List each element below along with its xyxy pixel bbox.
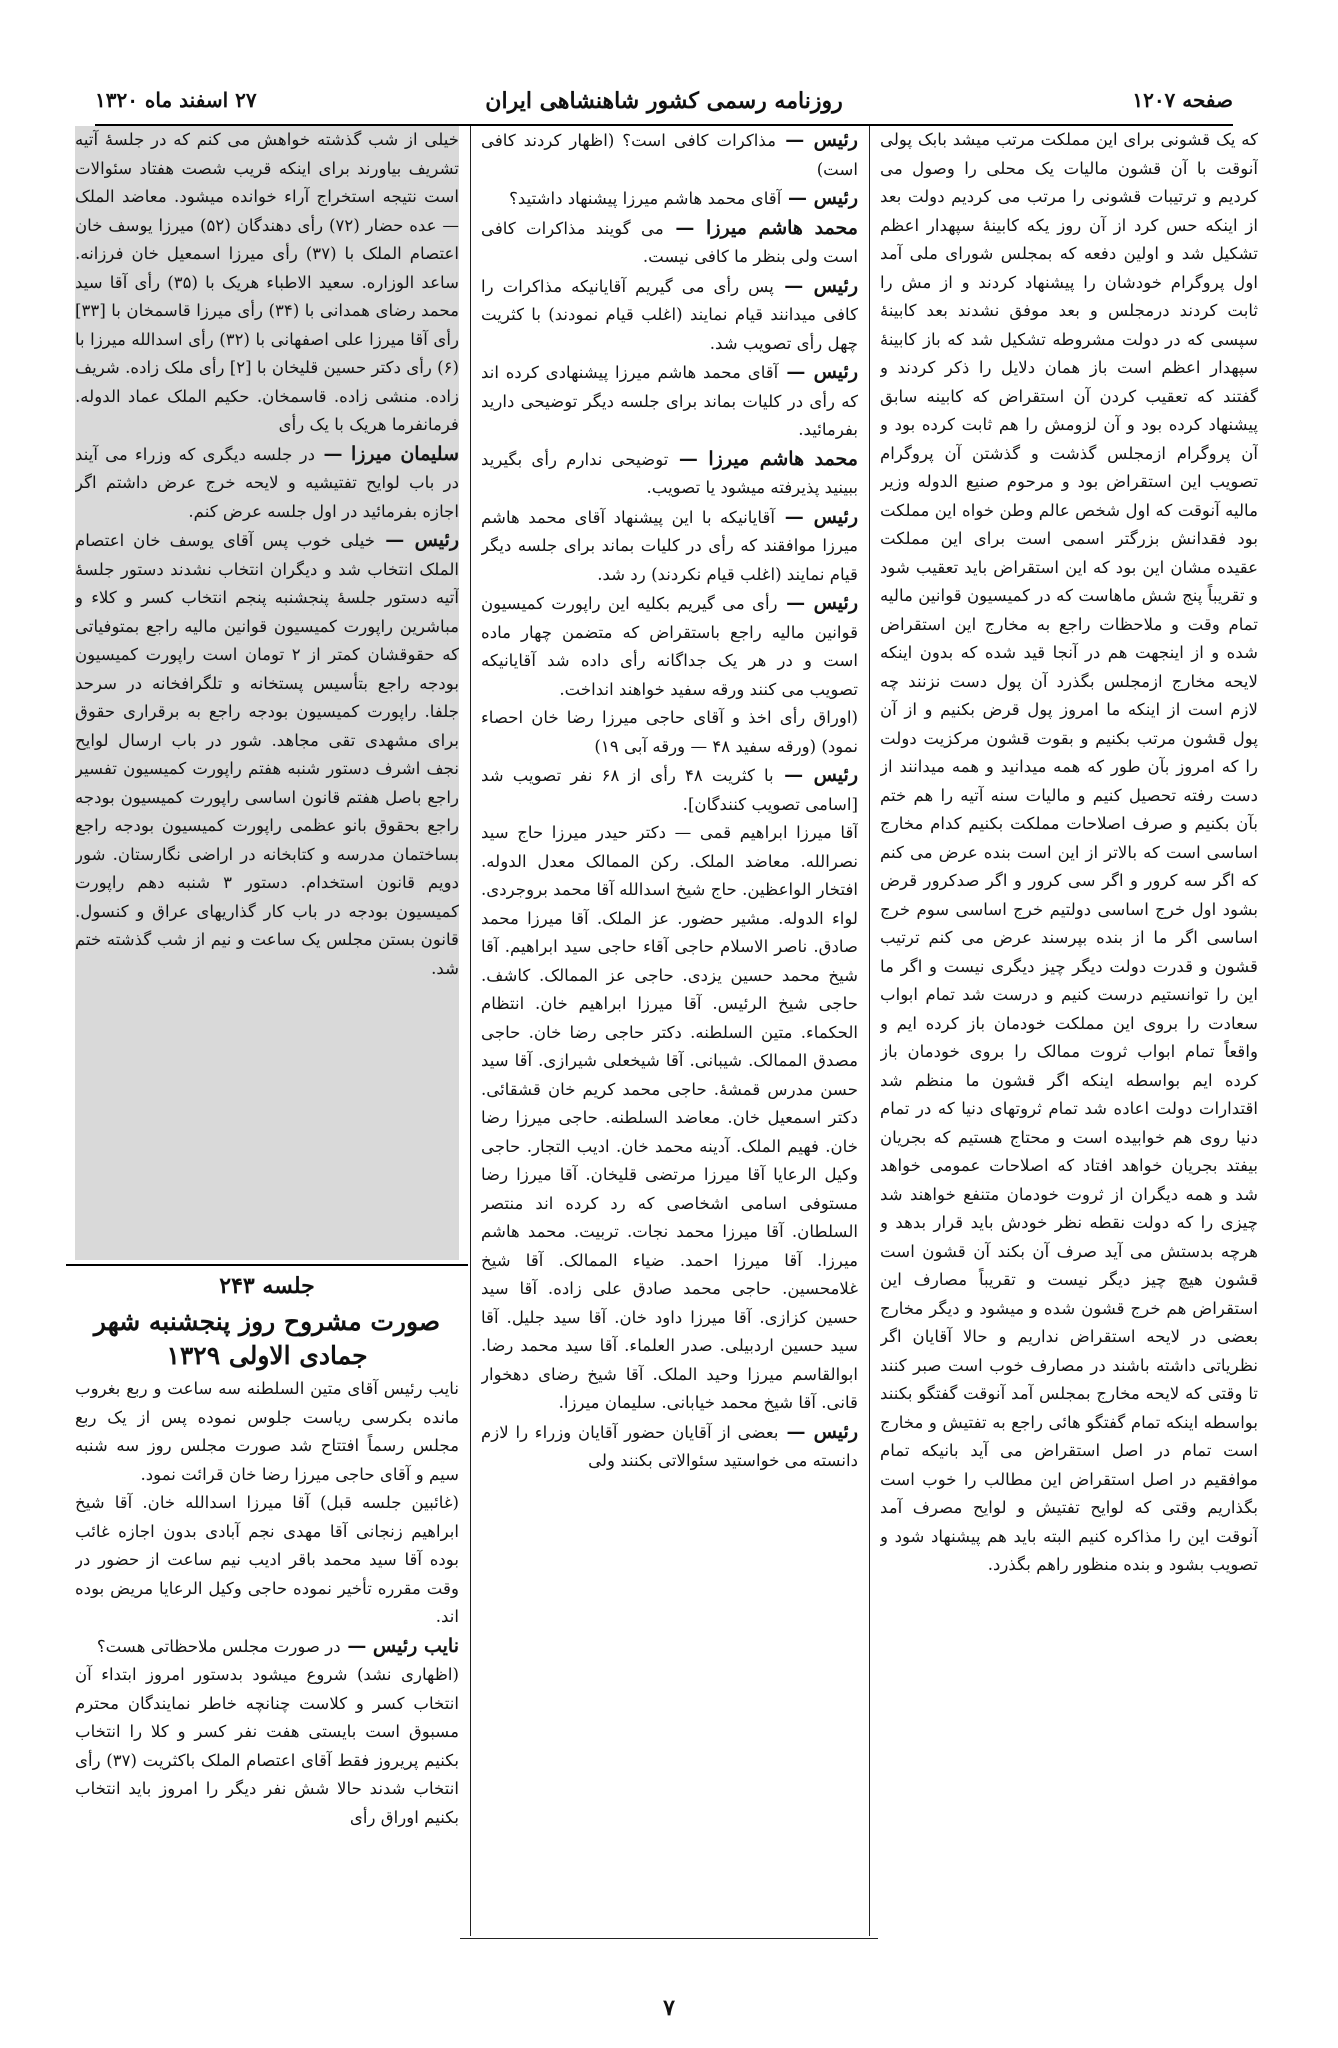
speaker-name: محمد هاشم میرزا — bbox=[668, 447, 858, 470]
paragraph bbox=[880, 126, 1258, 1580]
paragraph-text: نایب رئیس آقای متین السلطنه سه ساعت و ربع بغروب مانده بکرسی ریاست جلوس نموده پس از یک ربع مجلس رسماً افتتاح شد صورت مجلس روز سه شنبه سیم و آقای حاجی میرزا رضا خان قرائت نمود. bbox=[75, 1379, 459, 1484]
paragraph-text: می گویند مذاکرات کافی است ولی بنظر ما کافی نیست. bbox=[481, 218, 858, 266]
speaker-name: رئیس — bbox=[777, 592, 858, 614]
paragraph bbox=[481, 503, 858, 590]
paragraph-text: (اظهاری نشد) شروع میشود بدستور امروز ابتداء آن انتخاب کسر و کلاست چنانچه خاطر نمایندگان محترم مسبوق است بایستی هفت نفر کسر و کلا را انتخاب بکنیم پریروز فقط آقای اعتصام الملک باکثریت (۳۷) رأی انتخاب شدند حالا شش نفر دیگر را امروز باید انتخاب بکنیم اوراق رأی bbox=[75, 1665, 459, 1827]
column-left-bottom bbox=[75, 1375, 459, 1935]
paragraph bbox=[481, 1418, 858, 1476]
session-subtitle: صورت مشروح روز پنجشنبه شهر جمادی الاولی ۱۳۲۹ bbox=[93, 1307, 441, 1370]
paragraph-text: بعضی از آقایان حضور آقایان وزراء را لازم دانسته می خواستید سئوالاتی بکنند ولی bbox=[481, 1422, 858, 1470]
paragraph bbox=[481, 445, 858, 503]
column-middle bbox=[481, 126, 858, 1933]
paragraph-text: (اوراق رأی اخذ و آقای حاجی میرزا رضا خان احصاء نمود) (ورقه سفید ۴۸ — ورقه آبی ۱۹) bbox=[481, 708, 858, 756]
speaker-name: رئیس — bbox=[773, 764, 858, 786]
speaker-name: رئیس — bbox=[781, 187, 858, 209]
paragraph bbox=[75, 126, 459, 440]
paragraph-text: آقا میرزا ابراهیم قمی — دکتر حیدر میرزا حاج سید نصرالله. معاضد الملک. رکن الممالک معدل الدوله. افتخار الواعظین. حاج شیخ اسدالله آقا محمد بروجردی. لواء الدوله. مشیر حضور. عز الملک. آقا میرزا محمد صادق. ناصر الاسلام حاجی آقاء حاجی سید ابراهیم. آقا شیخ محمد حسین یزدی. حاجی عز الممالک. کاشف. حاجی شیخ الرئیس. آقا میرزا ابراهیم خان. انتظام الحکماء. متین السلطنه. دکتر حاجی رضا خان. حاجی مصدق الممالک. شیبانی. آقا شیخعلی شیرازی. آقا سید حسن مدرس قمشهٔ. حاجی محمد کریم خان قشقائی. دکتر اسمعیل خان. معاضد السلطنه. حاجی میرزا رضا خان. فهیم الملک. آدینه محمد خان. ادیب التجار. حاجی وکیل الرعایا آقا میرزا مرتضی قلیخان. آقا میرزا رضا مستوفی اسامی اشخاصی که رد کرده اند منتصر السلطان. آقا میرزا محمد نجات. تربیت. محمد هاشم میرزا. آقا میرزا احمد. ضیاء الممالک. آقا شیخ غلامحسین. حاجی محمد صادق علی زاده. آقا سید حسین کزازی. آقا میرزا داود خان. آقا سید جلیل. آقا سید حسین اردبیلی. صدر العلماء. آقا سید محمد رضا. ابوالقاسم میرزا وحید الملک. آقا شیخ رضای دهخوار قانی. آقا شیخ محمد خیابانی. سلیمان میرزا. bbox=[481, 823, 858, 1412]
paragraph bbox=[481, 214, 858, 272]
issue-date: ۲۷ اسفند ماه ۱۳۲۰ bbox=[95, 88, 257, 112]
paragraph bbox=[75, 1489, 459, 1632]
speaker-name: محمد هاشم میرزا — bbox=[663, 216, 858, 239]
paragraph bbox=[75, 1632, 459, 1662]
column-right bbox=[880, 126, 1258, 1933]
paragraph-text: توضیحی ندارم رأی بگیرید ببینید پذیرفته میشود یا تصویب. bbox=[481, 449, 858, 497]
paragraph bbox=[75, 526, 459, 983]
paragraph-text: که یک قشونی برای این مملکت مرتب میشد بابک پولی آنوقت با آن قشون مالیات یک محلی را وصول می کردیم و ترتیبات قشونی را مرتب می کردیم دولت بعد از اینکه حس کرد از آن روز یکه کابینهٔ سپهدار اعظم تشکیل شد و اولین دفعه که بمجلس شورای ملی آمد اول پروگرام خودشان را پیشنهاد کردند و از مش را ثابت کردند درمجلس و بعد موفق نشدند بعد کابینهٔ سپسی که در دولت مشروطه تشکیل شد که باز کابینهٔ سپهدار اعظم است باز همان دلایل را ذکر کردند و گفتند که تعقیب کردن آن استقراض که کابینه سابق پیشنهاد کرده بود و آن لزومش را هم ثابت کرده بود و آن پروگرام ازمجلس گذشت و گذشتن آن پروگرام تصویب این استقراض بود و مرحوم صنیع الدوله وزیر مالیه آنوقت که اول شخص عالم وطن خواه این مملکت بود فقدانش بزرگتر اسمی است برای این مملکت عقیده مشان این بود که این استقراض باید تعقیب شود و تقریباً پنج شش ماهاست که در کمیسیون قوانین مالیه تمام وقت و ملاحظات راجع به مخارج این استقراض شده و از اینجهت هم در آنجا قید شده که بدون اینکه لایحه مخارج ازمجلس بگذرد آن پول دست نزنند چه لازم است از اینکه ما امروز پول قرض بکنیم و از آن پول قشون مرتب بکنیم و بقوت قشون مرکزیت دولت را که امروز بآن طور که همه میدانید و همه میدانند از دست رفته تحصیل کنیم و مالیات سنه آتیه را هم ختم بآن بکنیم و صرف اصلاحات مملکت بکنیم کدام مخارج اساسی است که بالاتر از این است بنده عرض می کنم که اگر سه کرور و اگر سی کرور و اگر صدکرور قرض بشود اول خرج اساسی دولتیم خرج اساسی سوم خرج اساسی اگر ما از بنده بپرسند عرض می کنم ترتیب قشون و قدرت دولت دیگر چیز دیگری نیست و اگر ما این را توانستیم درست کنیم و درست شد تمام ابواب سعادت را بروی این مملکت خودمان باز کرده ایم و واقعاً تمام ابواب ثروت ممالک را بروی خودمان باز کرده ایم بواسطه اینکه اگر قشون ما منظم شد اقتدارات دولت اعاده شد تمام ثروتهای دنیا که در تمام دنیا روی هم خوابیده است و محتاج هستیم که بجریان بیفتد بجریان خواهد افتاد که اصلاحات عمومی خواهد شد و همه دیگران از ثروت خودمان متنفع خواهند شد چیزی را که دولت نقطه نظر خودش باید قرار بدهد و هرچه بدستش می آید صرف آن بکند آن قشون است قشون هیچ چیز دیگر نیست و تقریباً مصارف این استقراض هم خرج قشون شده و میشود و دیگر مخارج بعضی در لایحه استقراض نداریم و حالا آقایان اگر نظریاتی داشته باشند در مصارف خوب است صبر کنند تا وقتی که لایحه مخارج بمجلس آمد آنوقت گفتگو بکنند بواسطه اینکه تمام گفتگو هائی راجع به تفتیش و مخارج است تمام در اصل استقراض می آید بانیکه تمام موافقیم در اصل استقراض این مطالب را خوب است بگذاریم وقتی که لوایح تفتیش و لوایح مصرف آمد آنوقت این را مذاکره کنیم البته باید هم پیشنهاد شود و تصویب بشود و بنده منظور راهم بگذرد. bbox=[880, 130, 1258, 1574]
paragraph-text: در صورت مجلس ملاحظاتی هست؟ bbox=[96, 1636, 341, 1656]
speaker-name: رئیس — bbox=[778, 1420, 858, 1443]
speaker-name: رئیس — bbox=[375, 529, 459, 551]
paragraph-text: خیلی خوب پس آقای یوسف خان اعتصام الملک انتخاب شد و دیگران انتخاب نشدند دستور جلسهٔ آتیه دستور جلسهٔ پنجشنبه پنجم انتخاب کسر و کلاء و مباشرین راپورت کمیسیون قوانین مالیه راجع بمتوفیاتی که حقوقشان کمتر از ۲ تومان است راپورت کمیسیون بودجه راجع بتأسیس پستخانه و تلگرافخانه در سرحد جلفا. راپورت کمیسیون بودجه راجع به برقراری حقوق برای مشهدی تقی مجاهد. شور در باب ارسال لوایح نجف اشرف دستور شنبه هفتم راپورت کمیسیون تفسیر راجع باصل هفتم قانون اساسی راپورت کمیسیون بودجه راجع بحقوق بانو عظمی راپورت کمیسیون بودجه راجع بساختمان مدرسه و کتابخانه در اراضی نگارستان. شور دویم قانون استخدام. دستور ۳ شنبه دهم راپورت کمیسیون بودجه در باب کار گذاریهای عراق و کنسول. قانون بستن مجلس یک ساعت و نیم از شب گذشته ختم شد. bbox=[75, 531, 459, 978]
paragraph bbox=[481, 704, 858, 761]
column-divider bbox=[869, 126, 870, 1936]
paragraph bbox=[75, 440, 459, 527]
paragraph bbox=[75, 1661, 459, 1832]
paragraph bbox=[481, 184, 858, 214]
speaker-name: نایب رئیس — bbox=[340, 1634, 459, 1657]
paragraph-text: با کثریت ۴۸ رأی از ۶۸ نفر تصویب شد [اسامی تصویب کنندگان]. bbox=[481, 766, 858, 814]
paragraph-text: خیلی از شب گذشته خواهش می کنم که در جلسهٔ آتیه تشریف بیاورند برای اینکه قریب شصت هفتاد سئوالات است نتیجه استخراج آراء خوانده میشود. معاضد الملک — عده حضار (۷۲) رأی دهندگان (۵۲) میرزا یوسف خان اعتصام الملک با (۳۷) رأی میرزا اسمعیل خان فرزانه. ساعد الوزاره. سعید الاطباء هریک با (۳۵) رأی آقا سید محمد رضای همدانی با (۳۴) رأی میرزا قاسمخان با [۳۳] رأی آقا میرزا علی اصفهانی با (۳۲) رأی اسدالله میرزا با (۶) رأی دکتر حسین قلیخان با [۲] رأی ملک زاده. شریف زاده. منشی زاده. قاسمخان. حکیم الملک عماد الدوله. فرمانفرما هریک با یک رأی bbox=[75, 130, 459, 434]
page-number: ۷ bbox=[663, 1995, 675, 2021]
session-divider bbox=[66, 1264, 468, 1266]
column-left-top bbox=[75, 126, 459, 1260]
footer-rule bbox=[460, 1938, 878, 1939]
paragraph bbox=[75, 1375, 459, 1489]
paragraph bbox=[481, 126, 858, 184]
paragraph bbox=[481, 272, 858, 359]
speaker-name: رئیس — bbox=[778, 361, 858, 383]
paragraph-text: در جلسه دیگری که وزراء می آیند در باب لوایح تفتیشیه و لایحه خرج عرض داشتم اگر اجازه بفرمائید در اول جلسه عرض کنم. bbox=[75, 444, 459, 521]
speaker-name: رئیس — bbox=[773, 274, 858, 297]
speaker-name: سلیمان میرزا — bbox=[315, 442, 459, 465]
publication-title: روزنامه رسمی کشور شاهنشاهی ایران bbox=[485, 88, 843, 114]
paragraph-text: (غائبین جلسه قبل) آقا میرزا اسدالله خان. آقا شیخ ابراهیم زنجانی آقا مهدی نجم آبادی بدون اجازه غائب بوده آقا سید محمد باقر ادیب نیم ساعت از حضور در وقت مقرره تأخیر نموده حاجی وکیل الرعایا مریض بوده اند. bbox=[75, 1493, 459, 1626]
paragraph-text: رأی می گیریم بکلیه این راپورت کمیسیون قوانین مالیه راجع باستقراض که متضمن چهار ماده است و در هر یک جداگانه رأی داده شد آقایانیکه تصویب می کنند ورقه سفید خواهند انداخت. bbox=[481, 594, 858, 699]
page-label: صفحه ۱۲۰۷ bbox=[1132, 88, 1233, 112]
page-header bbox=[95, 84, 1233, 128]
session-title: جلسه ۲۴۳ bbox=[219, 1273, 315, 1299]
paragraph-text: پس رأی می گیریم آقایانیکه مذاکرات را کافی میدانند قیام نمایند (اغلب قیام نمودند) با کثریت چهل رأی تصویب شد. bbox=[481, 276, 858, 353]
paragraph bbox=[481, 589, 858, 704]
column-divider bbox=[470, 126, 471, 1936]
paragraph bbox=[481, 358, 858, 445]
paragraph bbox=[481, 819, 858, 1418]
paragraph-text: مذاکرات کافی است؟ (اظهار کردند کافی است) bbox=[481, 131, 858, 179]
paragraph-text: آقای محمد هاشم میرزا پیشنهاد داشتید؟ bbox=[509, 189, 782, 208]
speaker-name: رئیس — bbox=[776, 129, 858, 151]
paragraph-text: آقای محمد هاشم میرزا پیشنهادی کرده اند که رأی در کلیات بماند برای جلسه دیگر توضیحی دارید بفرمائید. bbox=[481, 363, 858, 439]
paragraph bbox=[481, 761, 858, 819]
paragraph-text: آقایانیکه با این پیشنهاد آقای محمد هاشم میرزا موافقند که رأی در کلیات بماند برای جلسه دیگر قیام نمایند (اغلب قیام نکردند) رد شد. bbox=[481, 507, 858, 584]
speaker-name: رئیس — bbox=[774, 505, 858, 528]
